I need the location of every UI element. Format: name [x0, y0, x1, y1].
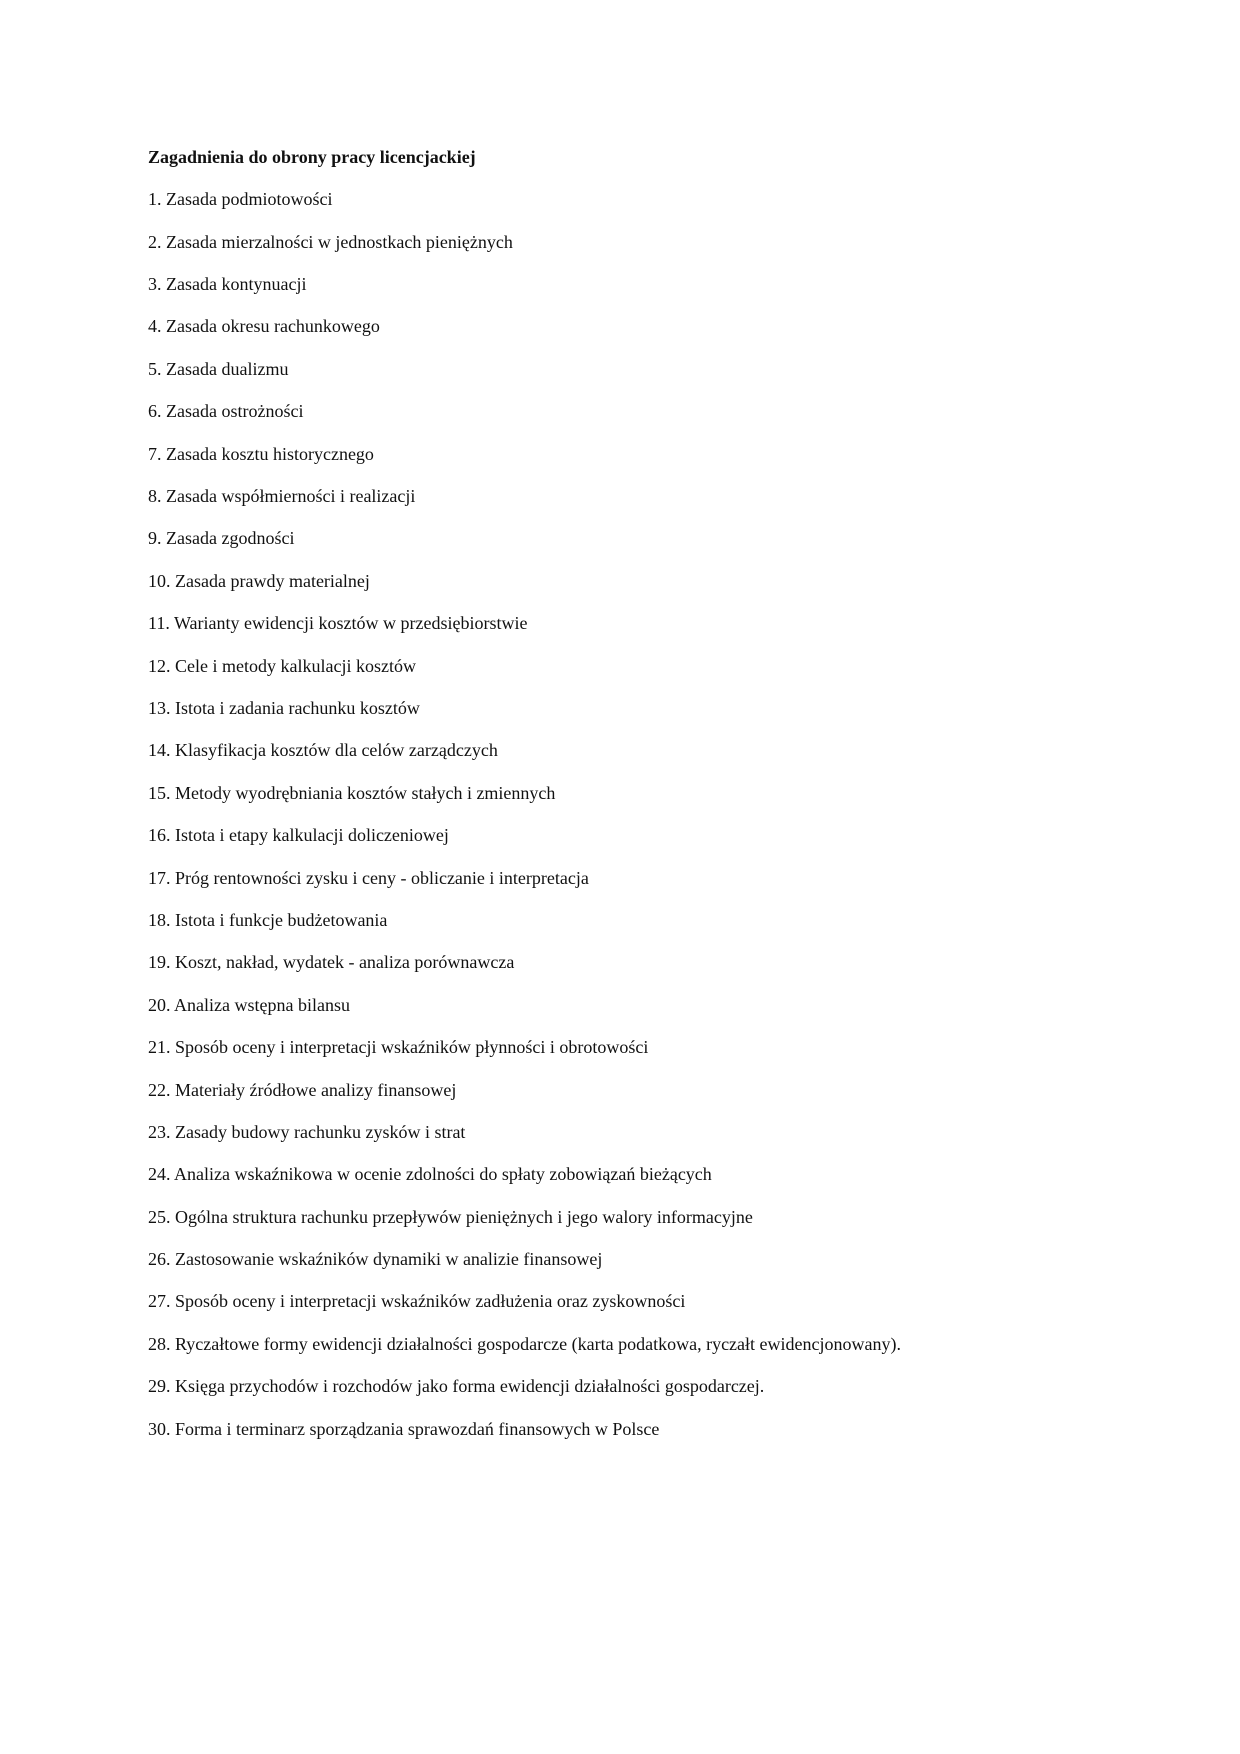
topic-item: 19. Koszt, nakład, wydatek - analiza porównawcza [148, 952, 515, 973]
topic-item: 10. Zasada prawdy materialnej [148, 570, 370, 591]
topic-item: 23. Zasady budowy rachunku zysków i strat [148, 1121, 466, 1142]
topic-item: 14. Klasyfikacja kosztów dla celów zarządczych [148, 740, 498, 761]
topic-item: 24. Analiza wskaźnikowa w ocenie zdolności do spłaty zobowiązań bieżących [148, 1164, 712, 1185]
topic-item: 9. Zasada zgodności [148, 528, 295, 549]
topic-item: 2. Zasada mierzalności w jednostkach pieniężnych [148, 231, 513, 252]
topic-item: 3. Zasada kontynuacji [148, 274, 307, 295]
document-title: Zagadnienia do obrony pracy licencjackiej [148, 147, 476, 167]
topic-item: 1. Zasada podmiotowości [148, 189, 333, 210]
topic-item: 28. Ryczałtowe formy ewidencji działalności gospodarcze (karta podatkowa, ryczałt ewidencjonowany). [148, 1333, 901, 1354]
topic-item: 20. Analiza wstępna bilansu [148, 994, 350, 1015]
topic-item: 13. Istota i zadania rachunku kosztów [148, 697, 420, 718]
document-content [148, 145, 1148, 1459]
topic-item: 26. Zastosowanie wskaźników dynamiki w analizie finansowej [148, 1249, 603, 1270]
topic-item: 21. Sposób oceny i interpretacji wskaźników płynności i obrotowości [148, 1037, 649, 1058]
topic-item: 30. Forma i terminarz sporządzania sprawozdań finansowych w Polsce [148, 1418, 660, 1439]
topic-item: 17. Próg rentowności zysku i ceny - obliczanie i interpretacja [148, 867, 589, 888]
topic-item: 8. Zasada współmierności i realizacji [148, 486, 416, 507]
topic-item: 16. Istota i etapy kalkulacji doliczeniowej [148, 825, 449, 846]
topic-item: 7. Zasada kosztu historycznego [148, 443, 374, 464]
topic-item: 18. Istota i funkcje budżetowania [148, 909, 388, 930]
topic-item: 27. Sposób oceny i interpretacji wskaźników zadłużenia oraz zyskowności [148, 1291, 686, 1312]
topic-item: 25. Ogólna struktura rachunku przepływów pieniężnych i jego walory informacyjne [148, 1206, 753, 1227]
topic-item: 4. Zasada okresu rachunkowego [148, 316, 380, 337]
topic-item: 15. Metody wyodrębniania kosztów stałych i zmiennych [148, 782, 556, 803]
topic-item: 6. Zasada ostrożności [148, 401, 304, 422]
topic-list [148, 187, 1148, 1440]
topic-item: 12. Cele i metody kalkulacji kosztów [148, 655, 416, 676]
topic-item: 11. Warianty ewidencji kosztów w przedsiębiorstwie [148, 613, 528, 634]
topic-item: 29. Księga przychodów i rozchodów jako forma ewidencji działalności gospodarczej. [148, 1376, 765, 1397]
topic-item: 5. Zasada dualizmu [148, 358, 289, 379]
topic-item: 22. Materiały źródłowe analizy finansowej [148, 1079, 457, 1100]
